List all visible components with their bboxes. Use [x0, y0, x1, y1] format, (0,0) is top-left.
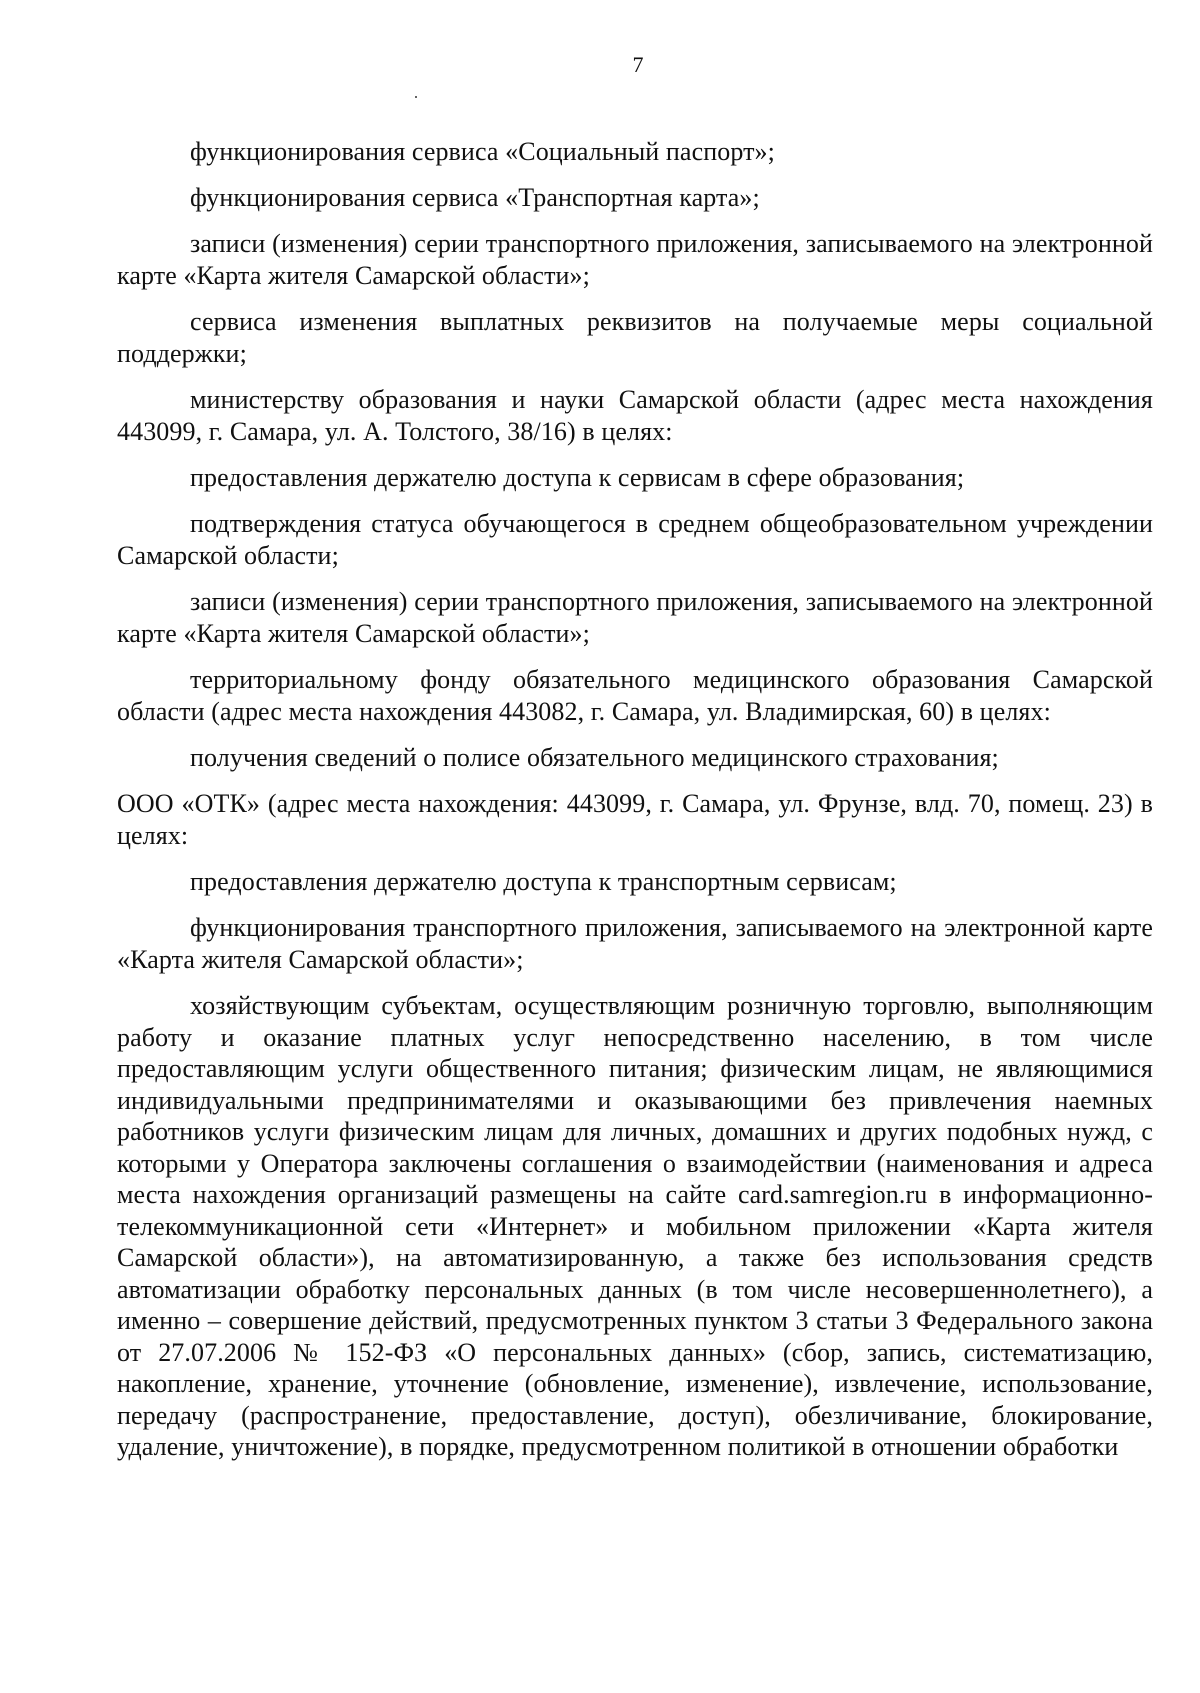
paragraph-transport-app-record: записи (изменения) серии транспортного приложения, записываемого на электронной карте «Карта жителя Самарской области»; [117, 229, 1153, 290]
paragraph-social-passport: функционирования сервиса «Социальный паспорт»; [190, 137, 775, 166]
scan-speck [415, 96, 417, 98]
page-number: 7 [632, 52, 644, 77]
document-body [117, 136, 1153, 1477]
paragraph-education-services: предоставления держателю доступа к сервисам в сфере образования; [190, 463, 965, 492]
paragraph-insurance-policy: получения сведений о полисе обязательного медицинского страхования; [190, 743, 999, 772]
paragraph-payment-details: сервиса изменения выплатных реквизитов на получаемые меры социальной поддержки; [117, 307, 1153, 368]
paragraph-transport-services: предоставления держателю доступа к транспортным сервисам; [190, 867, 897, 896]
paragraph-ministry-education: министерству образования и науки Самарской области (адрес места нахождения 443099, г. Самара, ул. А. Толстого, 38/16) в целях: [117, 385, 1153, 446]
paragraph-otk: ООО «ОТК» (адрес места нахождения: 443099, г. Самара, ул. Фрунзе, влд. 70, помещ. 23) в целях: [117, 789, 1153, 850]
paragraph-student-status: подтверждения статуса обучающегося в среднем общеобразовательном учреждении Самарской области; [117, 509, 1153, 570]
paragraph-transport-app-function: функционирования транспортного приложения, записываемого на электронной карте «Карта жителя Самарской области»; [117, 913, 1153, 974]
paragraph-transport-app-record-2: записи (изменения) серии транспортного приложения, записываемого на электронной карте «Карта жителя Самарской области»; [117, 587, 1153, 648]
paragraph-medical-fund: территориальному фонду обязательного медицинского образования Самарской области (адрес места нахождения 443082, г. Самара, ул. Владимирская, 60) в целях: [117, 665, 1153, 726]
paragraph-business-entities: хозяйствующим субъектам, осуществляющим розничную торговлю, выполняющим работу и оказание платных услуг непосредственно населению, в том числе предоставляющим услуги общественного питания; физическим лицам, не являющимися индивидуальными предпринимателями и оказывающими без привлечения наемных работников услуги физическим лицам для личных, домашних и других подобных нужд, с которыми у Оператора заключены соглашения о взаимодействии (наименования и адреса места нахождения организаций размещены на сайте card.samregion.ru в информационно-телекоммуникационной сети «Интернет» и мобильном приложении «Карта жителя Самарской области»), на автоматизированную, а также без использования средств автоматизации обработку персональных данных (в том числе несовершеннолетнего), а именно – совершение действий, предусмотренных пунктом 3 статьи 3 Федерального закона от 27.07.2006 № 152-ФЗ «О персональных данных» (сбор, запись, систематизацию, накопление, хранение, уточнение (обновление, изменение), извлечение, использование, передачу (распространение, предоставление, доступ), обезличивание, блокирование, удаление, уничтожение), в порядке, предусмотренном политикой в отношении обработки [117, 991, 1153, 1461]
paragraph-transport-card: функционирования сервиса «Транспортная карта»; [190, 183, 760, 212]
